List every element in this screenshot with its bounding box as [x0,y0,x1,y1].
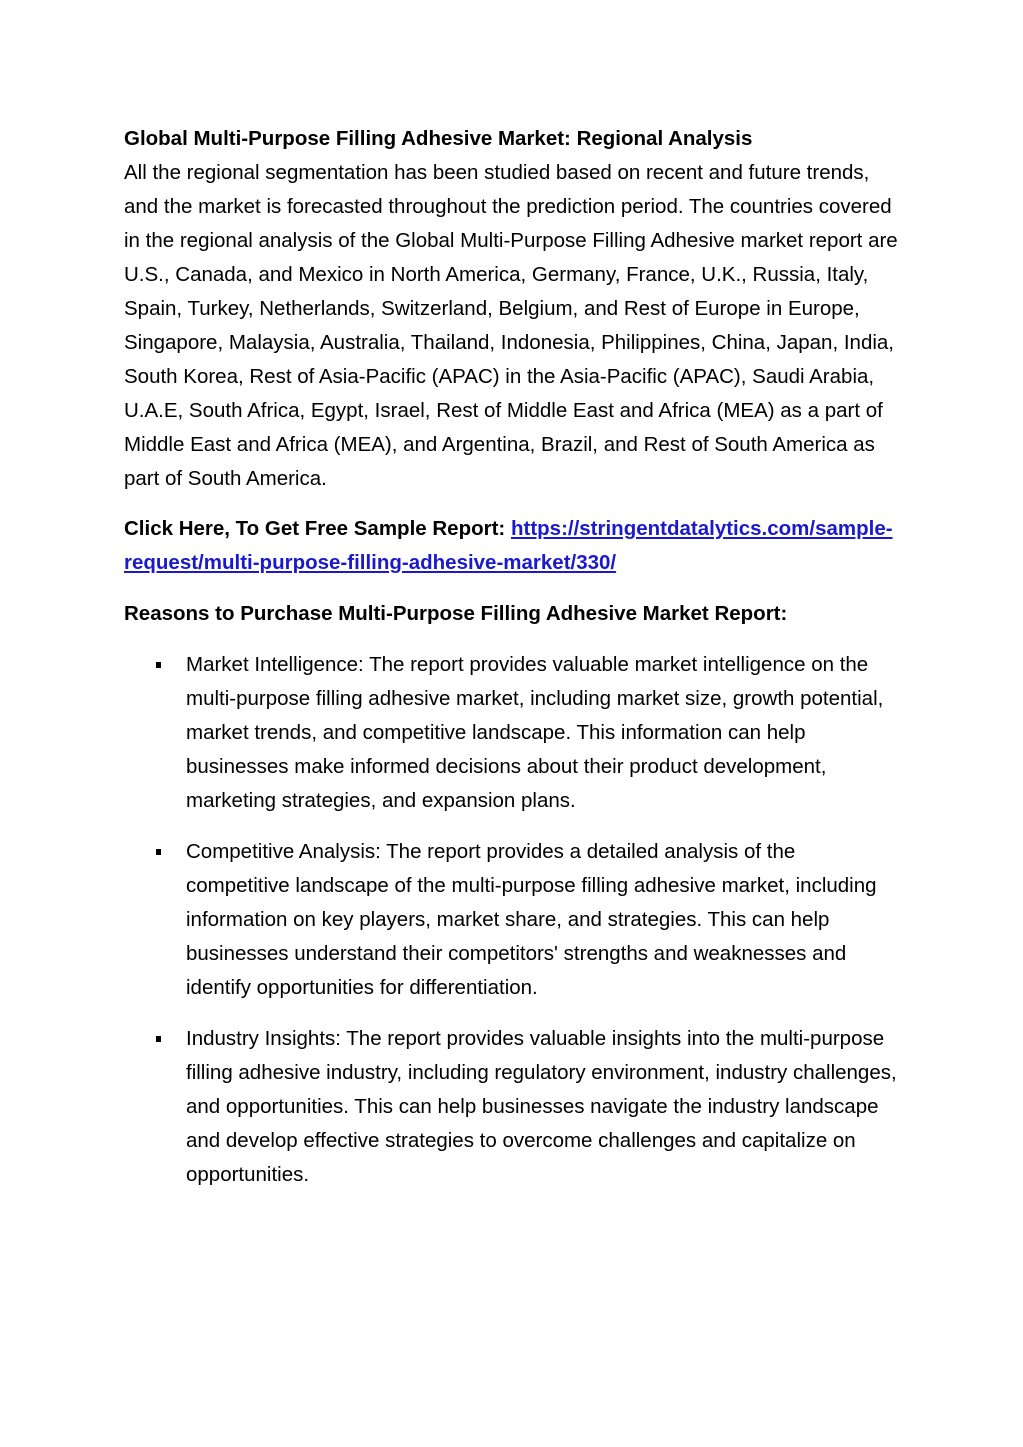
list-item [124,1022,904,1192]
sample-report-link[interactable]: https://stringentdatalytics.com/sample-request/multi-purpose-filling-adhesive-market/330/ [124,517,893,574]
sample-report-label: Click Here, To Get Free Sample Report: [124,517,506,540]
reasons-list [124,648,904,1192]
list-item-text: Industry Insights: The report provides valuable insights into the multi-purpose filling adhesive industry, including regulatory environment, industry challenges, and opportunities. This can help businesses navigate the industry landscape and develop effective strategies to overcome challenges and capitalize on opportunities. [186,1027,897,1186]
list-item-text: Market Intelligence: The report provides valuable market intelligence on the multi-purpose filling adhesive market, including market size, growth potential, market trends, and competitive landscape. This information can help businesses make informed decisions about their product development, marketing strategies, and expansion plans. [186,653,884,812]
document-page [124,122,904,1209]
regional-analysis-paragraph: All the regional segmentation has been studied based on recent and future trends, and the market is forecasted throughout the prediction period. The countries covered in the regional analysis of the Global Multi-Purpose Filling Adhesive market report are U.S., Canada, and Mexico in North America, Germany, France, U.K., Russia, Italy, Spain, Turkey, Netherlands, Switzerland, Belgium, and Rest of Europe in Europe, Singapore, Malaysia, Australia, Thailand, Indonesia, Philippines, China, Japan, India, South Korea, Rest of Asia-Pacific (APAC) in the Asia-Pacific (APAC), Saudi Arabia, U.A.E, South Africa, Egypt, Israel, Rest of Middle East and Africa (MEA) as a part of Middle East and Africa (MEA), and Argentina, Brazil, and Rest of South America as part of South America. [124,161,898,490]
list-item [124,648,904,818]
bullet-square-icon [156,1036,161,1042]
bullet-square-icon [156,849,161,855]
reasons-heading: Reasons to Purchase Multi-Purpose Filling Adhesive Market Report: [124,602,788,625]
regional-analysis-heading: Global Multi-Purpose Filling Adhesive Market: Regional Analysis [124,127,753,150]
list-item-text: Competitive Analysis: The report provides a detailed analysis of the competitive landscape of the multi-purpose filling adhesive market, including information on key players, market share, and strategies. This can help businesses understand their competitors' strengths and weaknesses and identify opportunities for differentiation. [186,840,877,999]
list-item [124,835,904,1005]
bullet-square-icon [156,662,161,668]
sample-report-cta [124,512,904,580]
